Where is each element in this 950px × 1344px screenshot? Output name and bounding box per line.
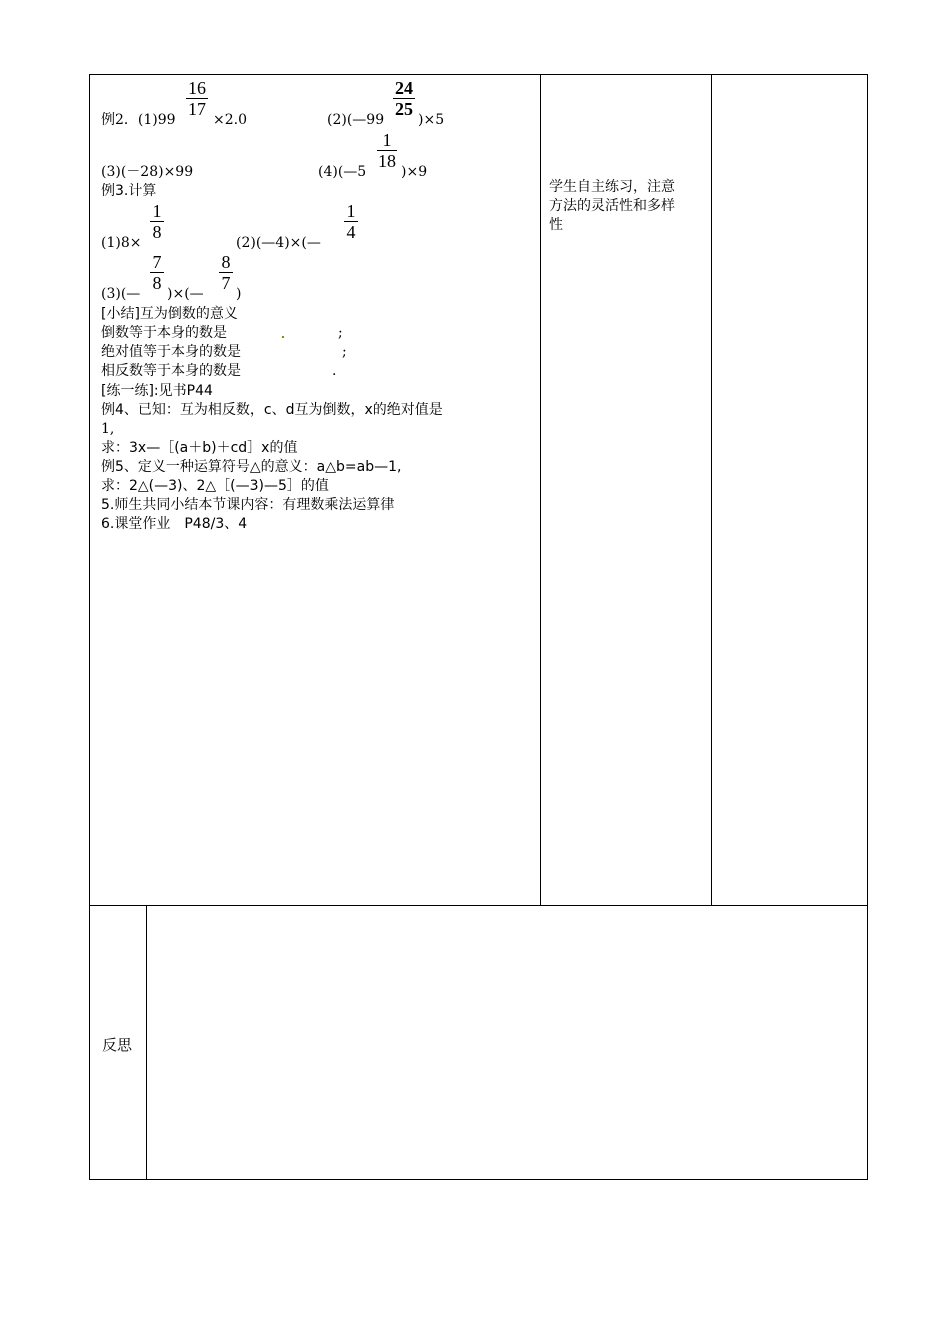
reflection-label: 反思 — [102, 1036, 133, 1054]
ex2-part4-fraction — [377, 130, 397, 171]
denominator: 7 — [221, 273, 231, 293]
numerator: 1 — [382, 130, 392, 150]
ex4-line-2: 1, — [101, 421, 115, 437]
ex5-line-1: 例5、定义一种运算符号△的意义：a△b=ab—1, — [101, 459, 402, 475]
ex2-part2-suffix: )×5 — [418, 112, 445, 128]
denominator: 25 — [395, 99, 413, 119]
ex3-part3-fraction-2 — [219, 252, 233, 293]
numerator: 7 — [152, 252, 162, 272]
column-divider-2 — [711, 74, 712, 905]
ex4-line-1: 例4、已知：互为相反数，c、d互为倒数，x的绝对值是 — [101, 402, 443, 418]
numerator: 16 — [188, 78, 206, 98]
ex2-part4-prefix: (4)(—5 — [318, 164, 367, 180]
summary-line-1: 倒数等于本身的数是 — [101, 325, 227, 341]
ex3-part2-prefix: (2)(—4)×(— — [236, 235, 321, 251]
numerator: 8 — [221, 252, 231, 272]
ex2-part2-fraction — [393, 78, 415, 119]
stray-mark — [282, 336, 284, 338]
summary-line-2-end: ; — [342, 344, 347, 360]
step-5: 5.师生共同小结本节课内容：有理数乘法运算律 — [101, 497, 395, 513]
table-border-right — [867, 74, 868, 1180]
student-note-line-1: 学生自主练习，注意 — [549, 179, 675, 195]
ex3-part1-fraction — [150, 201, 164, 242]
ex5-line-2: 求：2△(—3)、2△［(—3)—5］的值 — [101, 478, 329, 494]
summary-line-3-end: . — [332, 363, 337, 379]
summary-line-2: 绝对值等于本身的数是 — [101, 344, 241, 360]
ex3-part3-close: ) — [236, 286, 242, 302]
ex4-line-3: 求：3x—［(a＋b)＋cd］x的值 — [101, 440, 298, 456]
ex2-part1-suffix: ×2.0 — [213, 112, 247, 128]
column-divider-1 — [540, 74, 541, 905]
step-6: 6.课堂作业 P48/3、4 — [101, 516, 248, 532]
practice-line: [练一练]:见书P44 — [101, 383, 213, 399]
table-border-bottom — [89, 1179, 868, 1180]
ex2-part3: (3)(－28)×99 — [101, 164, 194, 180]
table-border-top — [89, 74, 868, 75]
ex3-part3-mid: )×(— — [167, 286, 204, 302]
numerator: 1 — [346, 201, 356, 221]
denominator: 17 — [188, 99, 206, 119]
denominator: 8 — [152, 273, 162, 293]
reflection-content-area[interactable] — [147, 906, 867, 1179]
ex3-part3-fraction-1 — [150, 252, 164, 293]
student-note-line-2: 方法的灵活性和多样 — [549, 198, 675, 214]
ex3-title: 例3.计算 — [101, 183, 157, 199]
numerator: 24 — [395, 78, 413, 98]
table-border-left — [89, 74, 90, 1180]
summary-line-3: 相反数等于本身的数是 — [101, 363, 241, 379]
ex3-part1-prefix: (1)8× — [101, 235, 142, 251]
denominator: 4 — [346, 222, 356, 242]
ex2-part4-suffix: )×9 — [401, 164, 428, 180]
ex3-part2-fraction — [344, 201, 358, 242]
denominator: 8 — [152, 222, 162, 242]
ex2-part2-prefix: (2)(—99 — [327, 112, 385, 128]
summary-line-1-end: ; — [338, 325, 343, 341]
numerator: 1 — [152, 201, 162, 221]
ex2-part1-prefix: 例2．(1)99 — [101, 112, 176, 128]
student-note-line-3: 性 — [549, 217, 563, 233]
denominator: 18 — [378, 151, 396, 171]
ex3-part3-open: (3)(— — [101, 286, 141, 302]
summary-heading: [小结]互为倒数的意义 — [101, 306, 238, 322]
ex2-part1-fraction — [186, 78, 208, 119]
